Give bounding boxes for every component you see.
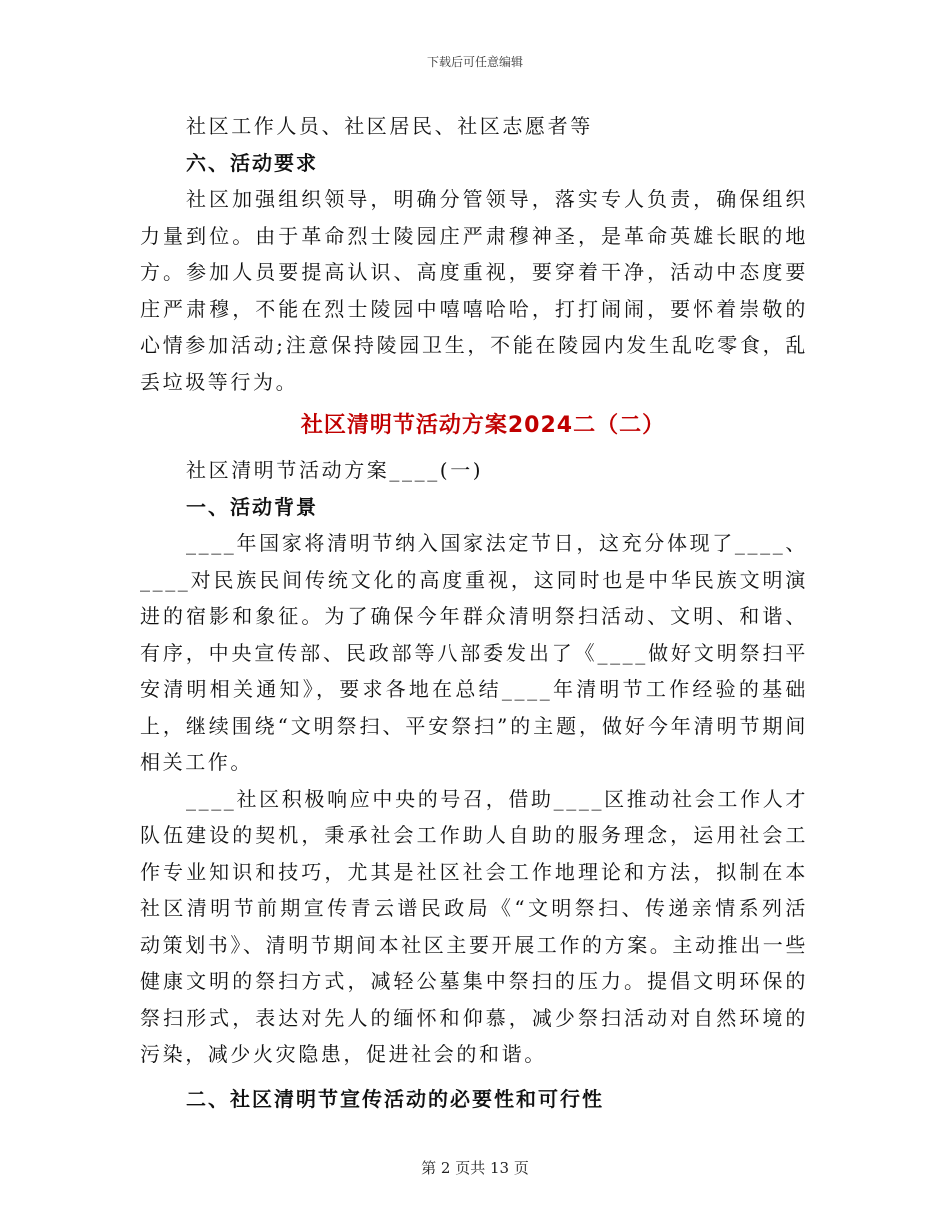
page-footer: 第 2 页共 13 页 — [421, 1159, 529, 1177]
page-header: 下载后可任意编辑 — [426, 55, 523, 69]
heading-activity-requirements: 六、活动要求 — [186, 150, 318, 175]
paragraph-community-response: ____社区积极响应中央的号召，借助____区推动社会工作人才队伍建设的契机，秉承社会工作助人自助的服务理念，运用社会工作专业知识和技巧，尤其是社区社会工作地理论和方法，拟制在本社区清明节前期宣传青云谱民政局《“文明祭扫、传递亲情系列活动策划书》、清明节期间本社区主要开展工作的方案。主动推出一些健康文明的祭扫方式，减轻公墓集中祭扫的压力。提倡文明环保的祭扫形式，表达对先人的缅怀和仰慕，减少祭扫活动对自然环境的污染，减少火灾隐患，促进社会的和谐。 — [140, 786, 808, 1066]
heading-background: 一、活动背景 — [186, 494, 318, 519]
document-body — [140, 108, 808, 1117]
section-title: 社区清明节活动方案2024二（二） — [300, 413, 666, 438]
heading-necessity: 二、社区清明节宣传活动的必要性和可行性 — [186, 1086, 604, 1111]
paragraph-background: ____年国家将清明节纳入国家法定节日，这充分体现了____、____对民族民间传统文化的高度重视，这同时也是中华民族文明演进的宿影和象征。为了确保今年群众清明祭扫活动、文明、和谐、有序，中央宣传部、民政部等八部委发出了《____做好文明祭扫平安清明相关通知》，要求各地在总结____年清明节工作经验的基础上，继续围绕“文明祭扫、平安祭扫”的主题，做好今年清明节期间相关工作。 — [140, 531, 808, 774]
paragraph-participants: 社区工作人员、社区居民、社区志愿者等 — [186, 114, 593, 138]
subtitle-line: 社区清明节活动方案____(一) — [186, 458, 484, 482]
paragraph-requirements: 社区加强组织领导，明确分管领导，落实专人负责，确保组织力量到位。由于革命烈士陵园庄严肃穆神圣，是革命英雄长眠的地方。参加人员要提高认识、高度重视，要穿着干净，活动中态度要庄严肃穆，不能在烈士陵园中嘻嘻哈哈，打打闹闹，要怀着崇敬的心情参加活动;注意保持陵园卫生，不能在陵园内发生乱吃零食，乱丢垃圾等行为。 — [140, 187, 808, 394]
